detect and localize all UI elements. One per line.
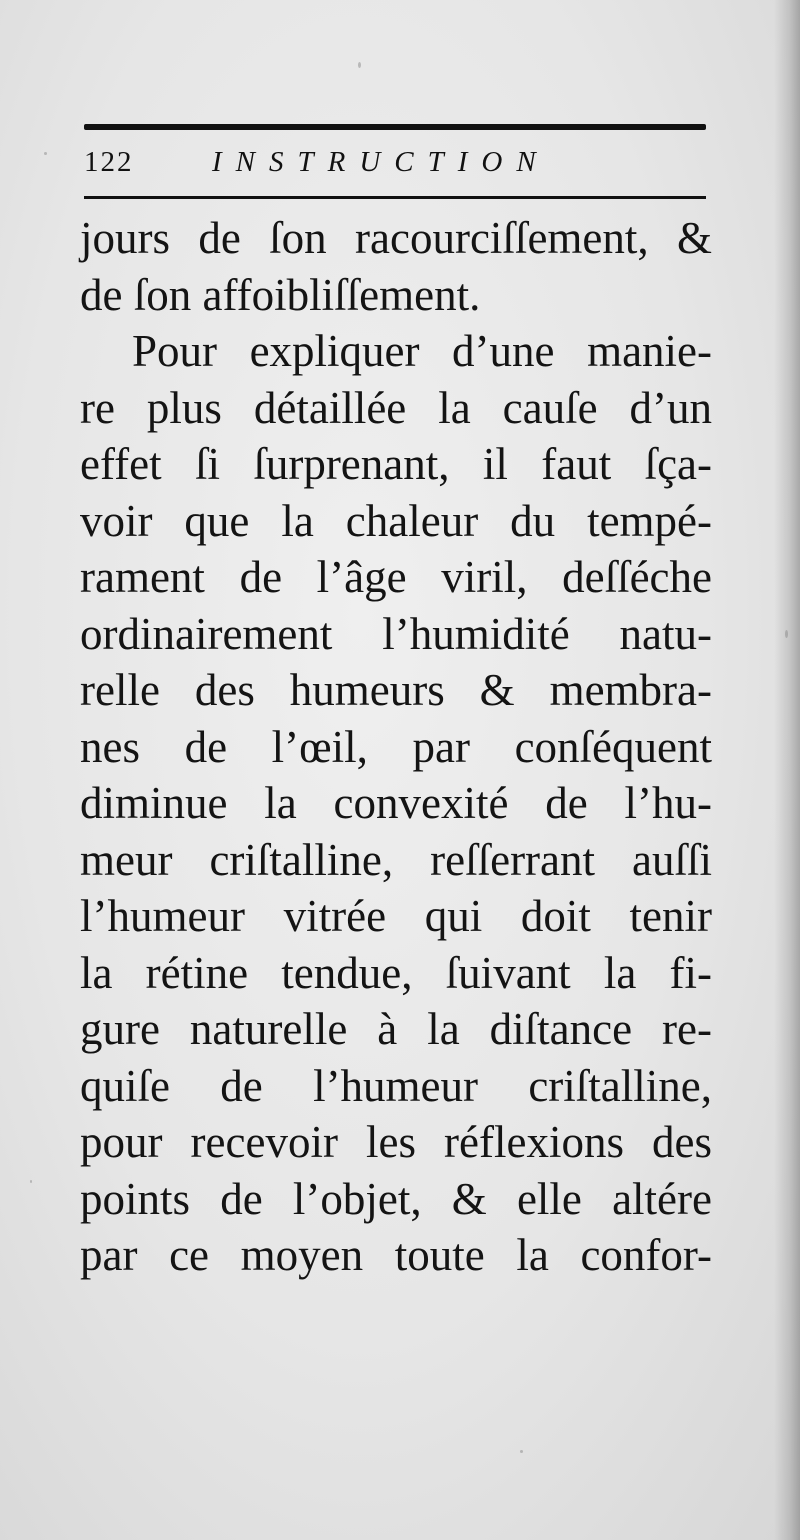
text-line: de ſon affoibliſſement. — [80, 269, 481, 320]
paper-speck — [520, 1450, 523, 1453]
running-head — [84, 146, 706, 190]
text-line: par ce moyen toute la confor- — [80, 1230, 712, 1280]
text-line: gure naturelle à la diſtance re- — [80, 1004, 712, 1054]
page-number: 122 — [84, 146, 134, 178]
text-line: points de l’objet, & elle altére — [80, 1173, 712, 1224]
text-line: Pour expliquer d’une manie- — [132, 326, 712, 376]
header-rule-top — [84, 124, 706, 130]
text-line: relle des humeurs & membra- — [80, 665, 712, 715]
text-line: jours de ſon racourciſſement, & — [80, 213, 712, 263]
text-line: diminue la convexité de l’hu- — [80, 778, 712, 828]
text-line: nes de l’œil, par conſéquent — [80, 721, 712, 772]
text-line: re plus détaillée la cauſe d’un — [80, 382, 712, 433]
page-edge-shadow — [774, 0, 800, 1540]
paper-speck — [785, 630, 788, 638]
running-title: INSTRUCTION — [212, 146, 550, 178]
text-line: effet ſi ſurprenant, il faut ſça- — [80, 439, 712, 489]
body-text — [80, 210, 712, 1284]
text-line: pour recevoir les réflexions des — [80, 1117, 712, 1167]
text-line: ordinairement l’humidité natu- — [80, 608, 712, 659]
text-line: meur criſtalline, reſſerrant auſſi — [80, 834, 712, 885]
paper-speck — [358, 62, 361, 68]
paper-speck — [44, 152, 47, 155]
text-line: quiſe de l’humeur criſtalline, — [80, 1060, 712, 1111]
text-line: la rétine tendue, ſuivant la fi- — [80, 947, 712, 998]
text-line: l’humeur vitrée qui doit tenir — [80, 891, 712, 941]
text-line: voir que la chaleur du tempé- — [80, 495, 712, 546]
paper-speck — [30, 1180, 32, 1183]
header-rule-bottom — [84, 196, 706, 199]
text-line: rament de l’âge viril, deſſéche — [80, 552, 712, 602]
